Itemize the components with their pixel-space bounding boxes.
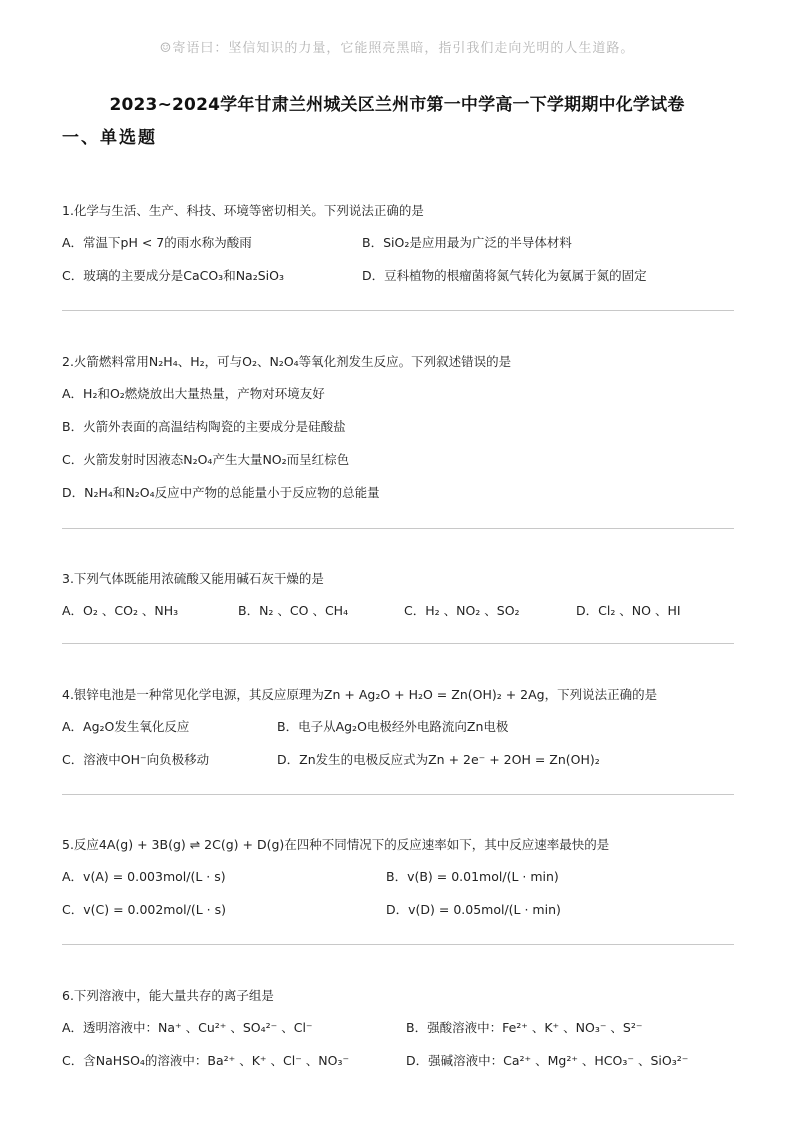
divider: [62, 643, 734, 644]
option-d: D．v(D) = 0.05mol/(L · min): [386, 902, 561, 917]
divider: [62, 944, 734, 945]
option-b: B．SiO₂是应用最为广泛的半导体材料: [362, 235, 572, 250]
header-motto: ☺寄语曰：坚信知识的力量，它能照亮黑暗，指引我们走向光明的人生道路。: [159, 41, 635, 56]
option-b: B．v(B) = 0.01mol/(L · min): [386, 869, 559, 884]
question-1: [62, 201, 734, 286]
option-a: A．常温下pH < 7的雨水称为酸雨: [62, 235, 252, 250]
option-b: B．火箭外表面的高温结构陶瓷的主要成分是硅酸盐: [62, 419, 346, 434]
option-a: A．Ag₂O发生氧化反应: [62, 719, 190, 734]
option-a: A．v(A) = 0.003mol/(L · s): [62, 869, 226, 884]
option-b: B．强酸溶液中：Fe²⁺ 、K⁺ 、NO₃⁻ 、S²⁻: [406, 1020, 643, 1035]
option-b: B．N₂ 、CO 、CH₄: [238, 603, 349, 618]
option-d: D．Zn发生的电极反应式为Zn + 2e⁻ + 2OH = Zn(OH)₂: [277, 752, 600, 767]
option-c: C．含NaHSO₄的溶液中：Ba²⁺ 、K⁺ 、Cl⁻ 、NO₃⁻: [62, 1053, 350, 1068]
page-title: 2023~2024学年甘肃兰州城关区兰州市第一中学高一下学期期中化学试卷: [109, 95, 685, 115]
option-d: D．豆科植物的根瘤菌将氮气转化为氨属于氮的固定: [362, 268, 647, 283]
option-a: A．透明溶液中：Na⁺ 、Cu²⁺ 、SO₄²⁻ 、Cl⁻: [62, 1020, 313, 1035]
question-stem: 3.下列气体既能用浓硫酸又能用碱石灰干燥的是: [62, 571, 324, 586]
section-heading: 一、单选题: [62, 128, 157, 148]
option-d: D．强碱溶液中：Ca²⁺ 、Mg²⁺ 、HCO₃⁻ 、SiO₃²⁻: [406, 1053, 689, 1068]
option-d: D．Cl₂ 、NO 、HI: [576, 603, 681, 618]
option-b: B．电子从Ag₂O电极经外电路流向Zn电极: [277, 719, 509, 734]
option-c: C．溶液中OH⁻向负极移动: [62, 752, 210, 767]
option-c: C．v(C) = 0.002mol/(L · s): [62, 902, 226, 917]
question-6: [62, 986, 734, 1071]
question-stem: 1.化学与生活、生产、科技、环境等密切相关。下列说法正确的是: [62, 203, 424, 218]
question-stem: 2.火箭燃料常用N₂H₄、H₂，可与O₂、N₂O₄等氧化剂发生反应。下列叙述错误的是: [62, 354, 512, 369]
option-c: C．玻璃的主要成分是CaCO₃和Na₂SiO₃: [62, 268, 284, 283]
question-stem: 4.银锌电池是一种常见化学电源，其反应原理为Zn + Ag₂O + H₂O = Zn(OH)₂ + 2Ag，下列说法正确的是: [62, 687, 658, 702]
option-d: D．N₂H₄和N₂O₄反应中产物的总能量小于反应物的总能量: [62, 485, 380, 500]
divider: [62, 528, 734, 529]
question-stem: 6.下列溶液中，能大量共存的离子组是: [62, 988, 274, 1003]
question-5: [62, 835, 734, 920]
question-stem: 5.反应4A(g) + 3B(g) ⇌ 2C(g) + D(g)在四种不同情况下的反应速率如下，其中反应速率最快的是: [62, 837, 610, 852]
option-a: A．O₂ 、CO₂ 、NH₃: [62, 603, 179, 618]
question-2: [62, 352, 734, 516]
option-a: A．H₂和O₂燃烧放出大量热量，产物对环境友好: [62, 386, 325, 401]
divider: [62, 310, 734, 311]
question-4: [62, 685, 734, 770]
question-3: [62, 569, 734, 621]
option-c: C．火箭发射时因液态N₂O₄产生大量NO₂而呈红棕色: [62, 452, 350, 467]
option-c: C．H₂ 、NO₂ 、SO₂: [404, 603, 520, 618]
divider: [62, 794, 734, 795]
